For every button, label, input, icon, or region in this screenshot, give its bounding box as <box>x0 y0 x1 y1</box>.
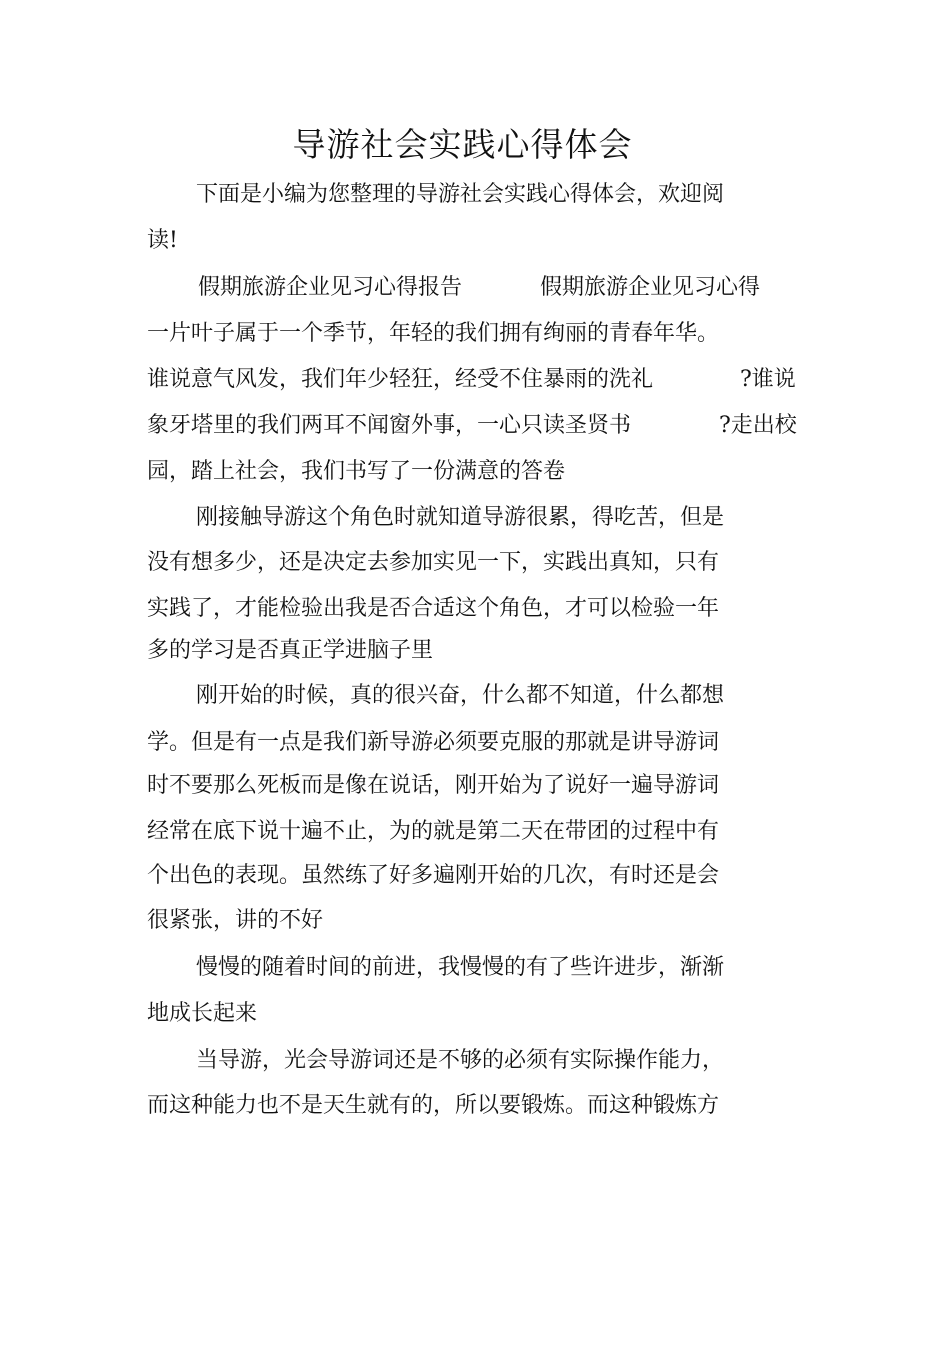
text-line: 时不要那么死板而是像在说话，刚开始为了说好一遍导游词 <box>147 773 720 798</box>
document-title: 导游社会实践心得体会 <box>292 125 633 164</box>
text-line: 谁说意气风发，我们年少轻狂，经受不住暴雨的洗礼 <box>147 367 654 392</box>
text-line: 园，踏上社会，我们书写了一份满意的答卷 <box>147 459 566 484</box>
text-line: ?谁说 <box>740 367 796 392</box>
text-line: 下面是小编为您整理的导游社会实践心得体会，欢迎阅 <box>196 182 725 207</box>
text-line: 实践了，才能检验出我是否合适这个角色，才可以检验一年 <box>147 596 720 621</box>
text-line: 而这种能力也不是天生就有的，所以要锻炼。而这种锻炼方 <box>147 1093 720 1118</box>
text-line: 经常在底下说十遍不止，为的就是第二天在带团的过程中有 <box>147 819 720 844</box>
text-line: 一片叶子属于一个季节，年轻的我们拥有绚丽的青春年华。 <box>147 321 720 346</box>
text-line: 刚接触导游这个角色时就知道导游很累，得吃苦，但是 <box>196 505 725 530</box>
text-line: 象牙塔里的我们两耳不闻窗外事，一心只读圣贤书 <box>147 413 632 438</box>
text-line: 当导游，光会导游词还是不够的必须有实际操作能力， <box>196 1048 725 1073</box>
text-line: ?走出校 <box>719 413 797 438</box>
text-line: 很紧张，讲的不好 <box>147 908 324 933</box>
text-line: 多的学习是否真正学进脑子里 <box>147 638 434 663</box>
text-line: 刚开始的时候，真的很兴奋，什么都不知道，什么都想 <box>196 683 725 708</box>
text-line: 慢慢的随着时间的前进，我慢慢的有了些许进步，渐渐 <box>196 955 725 980</box>
text-line: 假期旅游企业见习心得报告 <box>198 275 463 300</box>
text-line: 个出色的表现。虽然练了好多遍刚开始的几次，有时还是会 <box>147 863 720 888</box>
text-line: 地成长起来 <box>147 1001 258 1026</box>
text-line: 假期旅游企业见习心得 <box>540 275 761 300</box>
text-line: 没有想多少，还是决定去参加实见一下，实践出真知，只有 <box>147 550 720 575</box>
text-line: 读! <box>147 228 178 253</box>
text-line: 学。但是有一点是我们新导游必须要克服的那就是讲导游词 <box>147 730 720 755</box>
